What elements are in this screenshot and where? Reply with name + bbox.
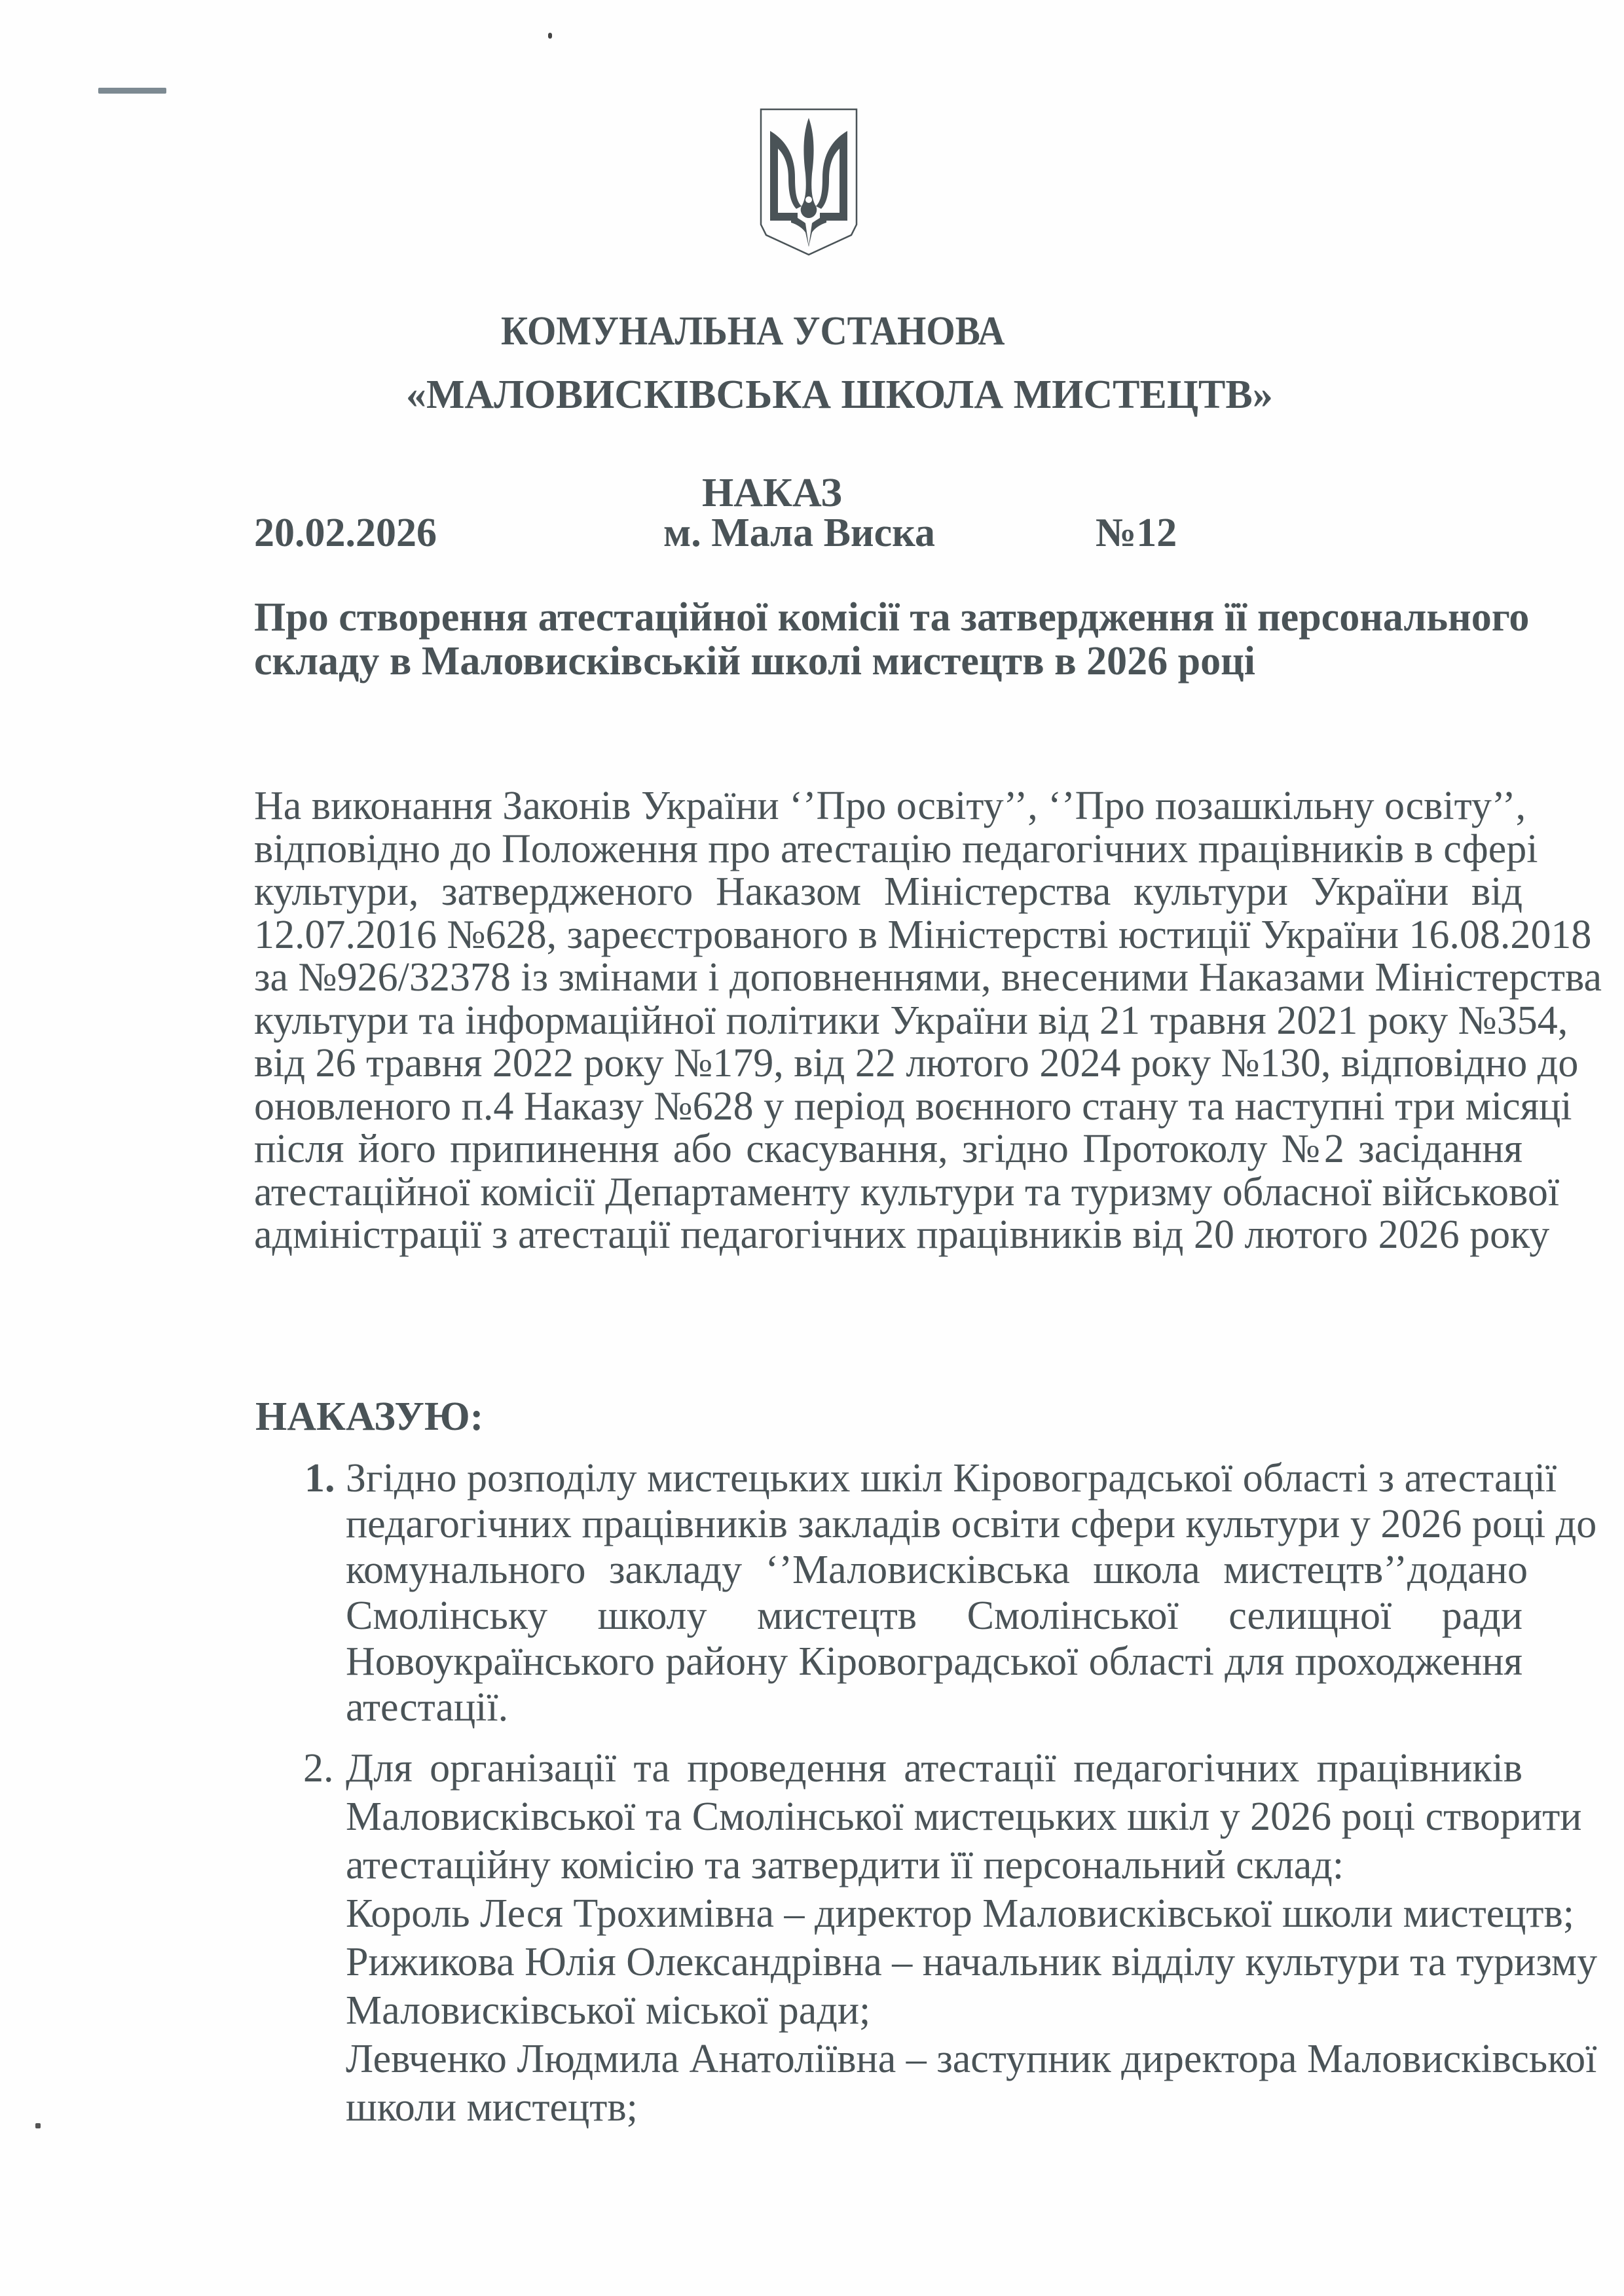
- preamble-line: за №926/32378 із змінами і доповненнями, внесеними Наказами Міністерства: [254, 955, 1602, 1000]
- commission-member: Король Леся Трохимівна – директор Маловисківської школи мистецтв;: [346, 1891, 1574, 1936]
- preamble-line: від 26 травня 2022 року №179, від 22 лютого 2024 року №130, відповідно до: [254, 1041, 1579, 1085]
- list-item-line: Згідно розподілу мистецьких шкіл Кіровоградської області з атестації: [346, 1456, 1557, 1501]
- document-place: м. Мала Виска: [663, 511, 935, 555]
- list-item-line: атестаційну комісію та затвердити її персональний склад:: [346, 1843, 1344, 1887]
- commission-member: Левченко Людмила Анатоліївна – заступник директора Маловисківської: [346, 2037, 1597, 2081]
- preamble-line: На виконання Законів України ‘’Про освіту’’, ‘’Про позашкільну освіту’’,: [254, 784, 1526, 828]
- preamble-line: атестаційної комісії Департаменту культури та туризму обласної військової: [254, 1170, 1560, 1214]
- list-item-line: Для організації та проведення атестації педагогічних працівників: [346, 1746, 1522, 1791]
- coat-of-arms-icon: [760, 108, 858, 257]
- document-number: №12: [1096, 511, 1177, 555]
- preamble-line: культури та інформаційної політики України від 21 травня 2021 року №354,: [254, 998, 1568, 1043]
- scan-mark-dash: [98, 88, 166, 94]
- list-item-line: комунального закладу ‘’Маловисківська школа мистецтв’’додано: [346, 1548, 1528, 1592]
- list-number: 2.: [303, 1746, 334, 1791]
- list-item-line: Смолінську школу мистецтв Смолінської селищної ради: [346, 1594, 1522, 1638]
- order-title-line: Про створення атестаційної комісії та затвердження її персонального: [254, 595, 1530, 640]
- document-type: НАКАЗ: [702, 471, 842, 515]
- preamble-line: адміністрації з атестації педагогічних працівників від 20 лютого 2026 року: [254, 1212, 1550, 1257]
- preamble-line: відповідно до Положення про атестацію педагогічних працівників в сфері: [254, 827, 1538, 871]
- scan-mark-dot: [35, 2123, 41, 2128]
- order-heading: НАКАЗУЮ:: [255, 1394, 484, 1439]
- organization-name: «МАЛОВИСКІВСЬКА ШКОЛА МИСТЕЦТВ»: [406, 373, 1273, 417]
- list-item-line: Новоукраїнського району Кіровоградської області для проходження: [346, 1639, 1522, 1684]
- preamble-line: культури, затвердженого Наказом Міністерства культури України від: [254, 869, 1522, 914]
- preamble-line: після його припинення або скасування, згідно Протоколу №2 засідання: [254, 1127, 1522, 1171]
- commission-member-cont: Маловисківської міської ради;: [346, 1988, 871, 2033]
- list-item-line: педагогічних працівників закладів освіти сфери культури у 2026 році до: [346, 1502, 1597, 1546]
- commission-member-cont: школи мистецтв;: [346, 2085, 638, 2130]
- scan-mark-dot: [548, 33, 552, 39]
- document-date: 20.02.2026: [254, 511, 437, 555]
- list-item-line: Маловисківської та Смолінської мистецьких шкіл у 2026 році створити: [346, 1795, 1582, 1839]
- preamble-line: оновленого п.4 Наказу №628 у період воєнного стану та наступні три місяці: [254, 1084, 1572, 1129]
- list-number: 1.: [304, 1456, 335, 1501]
- list-item-line: атестації.: [346, 1685, 509, 1730]
- preamble-line: 12.07.2016 №628, зареєстрованого в Міністерстві юстиції України 16.08.2018: [254, 913, 1592, 957]
- commission-member: Рижикова Юлія Олександрівна – начальник відділу культури та туризму: [346, 1940, 1598, 1984]
- organization-type: КОМУНАЛЬНА УСТАНОВА: [501, 309, 1005, 354]
- order-title-line: складу в Маловисківській школі мистецтв в 2026 році: [254, 639, 1256, 683]
